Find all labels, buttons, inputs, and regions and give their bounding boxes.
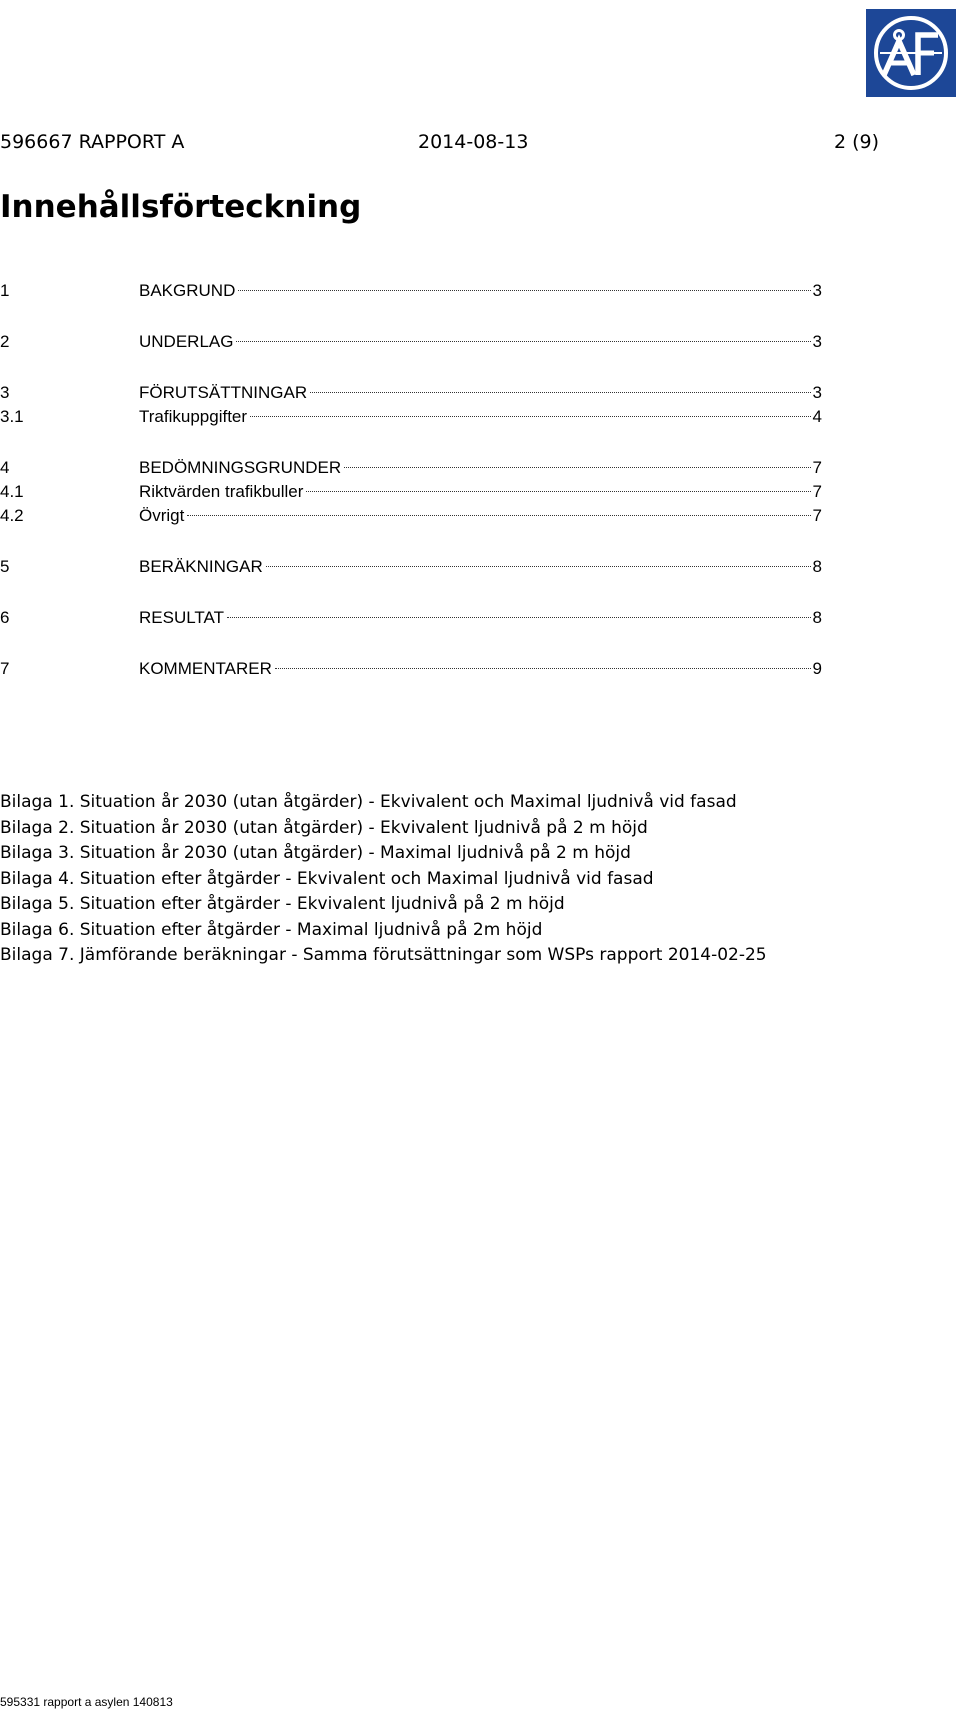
- toc-entry-page: 3: [812, 332, 822, 351]
- toc-entry[interactable]: [0, 456, 822, 480]
- toc-entry-line: [139, 504, 822, 528]
- toc-entry-label: Trafikuppgifter: [139, 407, 248, 426]
- toc-entry-label: RESULTAT: [139, 608, 225, 627]
- toc-entry-page: 4: [812, 407, 822, 426]
- document-header: [0, 128, 900, 156]
- toc-entry[interactable]: [0, 657, 822, 681]
- appendix-list: [0, 790, 940, 969]
- toc-dot-leader: [250, 416, 811, 417]
- toc-entry-page: 7: [812, 482, 822, 501]
- toc-entry-label: FÖRUTSÄTTNINGAR: [139, 383, 308, 402]
- toc-dot-leader: [236, 341, 810, 342]
- toc-entry-number: 6: [0, 608, 10, 627]
- toc-entry-line: [139, 480, 822, 504]
- toc-entry-line: [139, 405, 822, 429]
- toc-entry[interactable]: [0, 330, 822, 354]
- toc-entry-line: [139, 555, 822, 579]
- toc-entry[interactable]: [0, 405, 822, 429]
- toc-dot-leader: [310, 392, 810, 393]
- toc-dot-leader: [306, 491, 810, 492]
- toc-entry-page: 8: [812, 608, 822, 627]
- toc-dot-leader: [266, 566, 811, 567]
- toc-entry[interactable]: [0, 279, 822, 303]
- toc-entry-line: [139, 456, 822, 480]
- toc-entry-number: 4.1: [0, 482, 24, 501]
- appendix-item: Bilaga 4. Situation efter åtgärder - Ekvivalent och Maximal ljudnivå vid fasad: [0, 868, 654, 889]
- toc-entry-line: [139, 657, 822, 681]
- toc-entry[interactable]: [0, 555, 822, 579]
- appendix-item: Bilaga 1. Situation år 2030 (utan åtgärder) - Ekvivalent och Maximal ljudnivå vid fasad: [0, 792, 737, 812]
- page-footer: 595331 rapport a asylen 140813: [0, 1695, 173, 1709]
- appendix-item: Bilaga 2. Situation år 2030 (utan åtgärder) - Ekvivalent ljudnivå på 2 m höjd: [0, 817, 648, 838]
- af-logo-mark: [866, 9, 956, 97]
- page-number: 2 (9): [834, 131, 880, 153]
- toc-dot-leader: [238, 290, 810, 291]
- toc-entry-number: 4: [0, 458, 10, 477]
- document-id: 596667 RAPPORT A: [0, 131, 185, 153]
- toc-entry[interactable]: [0, 381, 822, 405]
- appendix-item: Bilaga 3. Situation år 2030 (utan åtgärder) - Maximal ljudnivå på 2 m höjd: [0, 843, 631, 863]
- toc-entry-label: BEDÖMNINGSGRUNDER: [139, 458, 342, 477]
- toc-entry-number: 3.1: [0, 407, 24, 426]
- toc-entry[interactable]: [0, 606, 822, 630]
- appendix-item: Bilaga 6. Situation efter åtgärder - Maximal ljudnivå på 2m höjd: [0, 919, 543, 940]
- appendix-item: Bilaga 5. Situation efter åtgärder - Ekvivalent ljudnivå på 2 m höjd: [0, 894, 565, 914]
- appendix-item: Bilaga 7. Jämförande beräkningar - Samma förutsättningar som WSPs rapport 2014-02-25: [0, 945, 767, 965]
- toc-entry-line: [139, 606, 822, 630]
- toc-entry-number: 4.2: [0, 506, 24, 525]
- toc-entry[interactable]: [0, 504, 822, 528]
- toc-entry-page: 3: [812, 383, 822, 402]
- toc-entry-label: BAKGRUND: [139, 281, 236, 300]
- toc-entry-page: 7: [812, 506, 822, 525]
- toc-dot-leader: [187, 515, 810, 516]
- toc-entry-number: 3: [0, 383, 10, 402]
- toc-entry-number: 1: [0, 281, 10, 300]
- toc-entry-number: 7: [0, 659, 10, 678]
- toc-entry-line: [139, 381, 822, 405]
- toc-entry-label: BERÄKNINGAR: [139, 557, 263, 576]
- toc-entry-page: 7: [812, 458, 822, 477]
- toc-dot-leader: [275, 668, 811, 669]
- toc-entry-page: 8: [812, 557, 822, 576]
- toc-entry-line: [139, 330, 822, 354]
- toc-entry-page: 9: [812, 659, 822, 678]
- toc-entry-number: 5: [0, 557, 10, 576]
- document-date: 2014-08-13: [418, 131, 529, 153]
- toc-entry-page: 3: [812, 281, 822, 300]
- toc-entry-label: Riktvärden trafikbuller: [139, 482, 304, 501]
- toc-entry-label: Övrigt: [139, 506, 185, 525]
- af-logo: [866, 9, 956, 97]
- toc-dot-leader: [227, 617, 811, 618]
- toc-entry-number: 2: [0, 332, 10, 351]
- toc-entry[interactable]: [0, 480, 822, 504]
- toc-entry-label: UNDERLAG: [139, 332, 234, 351]
- toc-dot-leader: [344, 467, 810, 468]
- toc-entry-line: [139, 279, 822, 303]
- page-title: Innehållsförteckning: [0, 189, 362, 225]
- toc-entry-label: KOMMENTARER: [139, 659, 272, 678]
